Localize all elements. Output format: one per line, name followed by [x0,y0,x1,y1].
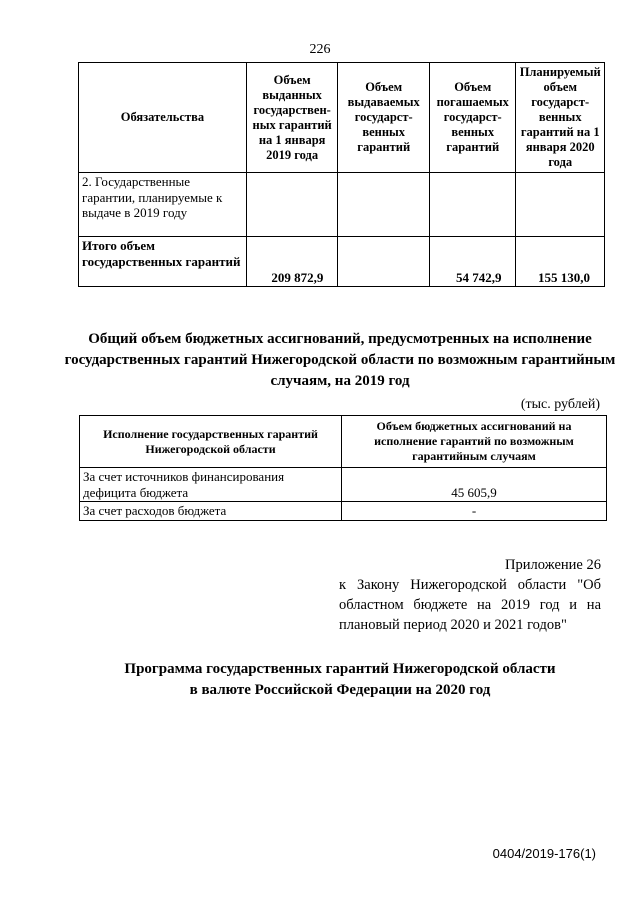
header-obligations: Обязательства [79,63,247,173]
row-label: За счет расходов бюджета [80,502,342,521]
guarantees-table [78,62,605,287]
program-title-line: Программа государственных гарантий Нижегородской области [124,661,556,677]
cell-to-issue [338,173,430,237]
page-number: 226 [309,42,331,57]
header-planned-2020: Планируемый объем государст-венных гарантий на 1 января 2020 года [516,63,605,173]
appendix-line: к Закону Нижегородской области "Об [339,577,601,593]
cell-value: - [342,502,607,521]
row-label-total: Итого объем государственных гарантий [79,237,247,287]
cell-to-repay-total: 54 742,9 [429,237,515,287]
header-execution: Исполнение государственных гарантий Нижегородской области [80,416,342,468]
appendix-number: Приложение 26 [505,557,601,573]
appendix-line: областном бюджете на 2019 год и на [339,597,601,613]
cell-value: 45 605,9 [342,468,607,502]
header-issued-2019: Объем выданных государствен-ных гарантий на 1 января 2019 года [246,63,338,173]
row-label: За счет источников финансирования дефицита бюджета [80,468,342,502]
appendix-note [339,555,601,635]
header-allocations: Объем бюджетных ассигнований на исполнение гарантий по возможным гарантийным случаям [342,416,607,468]
units-label: (тыс. рублей) [520,397,600,412]
row-label: 2. Государственные гарантии, планируемые к выдаче в 2019 году [79,173,247,237]
section-title-budget: Общий объем бюджетных ассигнований, предусмотренных на исполнение государственных гарантий Нижегородской области по возможным гарантийным случаям, на 2019 год [64,331,616,389]
budget-allocations-table [79,415,607,521]
table-header-row [80,416,607,468]
cell-issued [246,173,338,237]
table-row [80,502,607,521]
table-header-row [79,63,605,173]
program-title-line: в валюте Российской Федерации на 2020 год [189,682,491,698]
cell-to-repay [429,173,515,237]
header-to-issue: Объем выдаваемых государст-венных гарантий [338,63,430,173]
cell-planned [516,173,605,237]
cell-planned-total: 155 130,0 [516,237,605,287]
appendix-line: плановый период 2020 и 2021 годов" [339,617,567,633]
table-row-total [79,237,605,287]
table-row [79,173,605,237]
cell-to-issue-total [338,237,430,287]
header-to-repay: Объем погашаемых государст-венных гарантий [429,63,515,173]
table-row [80,468,607,502]
cell-issued-total: 209 872,9 [246,237,338,287]
document-code: 0404/2019-176(1) [492,846,596,861]
program-title [60,659,620,701]
